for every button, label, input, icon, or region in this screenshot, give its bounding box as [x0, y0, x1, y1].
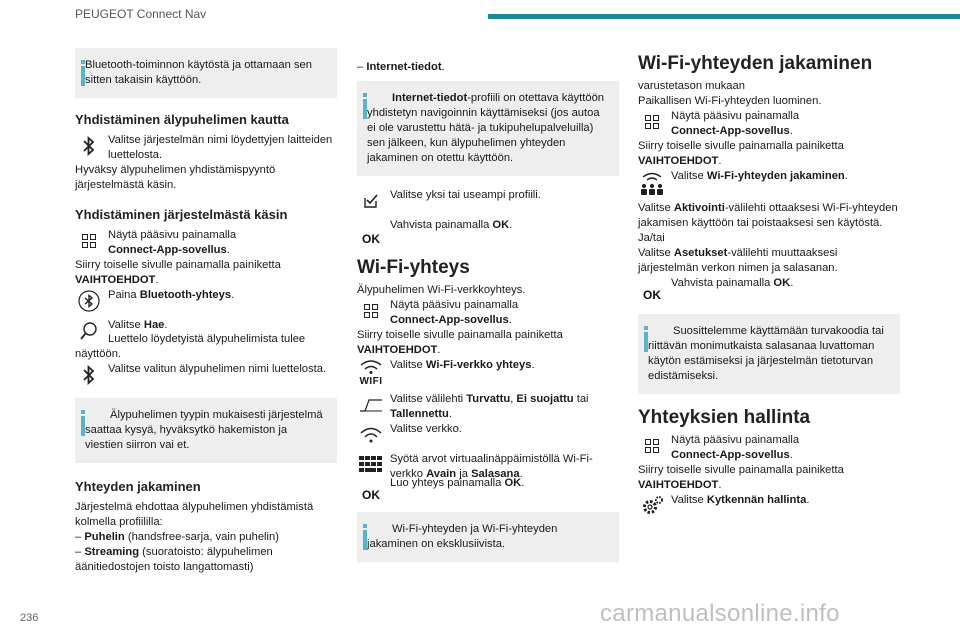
info-note [75, 398, 337, 463]
step-confirm-ok: OK Vahvista painamalla OK. [357, 218, 619, 248]
note-text: Älypuhelimen tyypin mukaisesti järjestelmä saattaa kysyä, hyväksytkö hakemiston ja viestien siirron vai et. [85, 409, 323, 451]
wifi-intro-text: Älypuhelimen Wi-Fi-verkkoyhteys. [357, 284, 526, 296]
ok-icon: OK [362, 231, 380, 246]
step-show-main-page: Näytä pääsivu painamalla Connect-App-sovellus. [638, 109, 900, 139]
apps-grid-icon [357, 299, 385, 323]
create-local-text: Paikallisen Wi-Fi-yhteyden luominen. [638, 95, 822, 107]
search-list-text: Luettelo löydetyistä älypuhelimista tulee näyttöön. [75, 333, 306, 360]
step-show-main-page: Näytä pääsivu painamalla Connect-App-sovellus. [75, 228, 337, 258]
step-select-tab: Valitse välilehti Turvattu, Ei suojattu tai Tallennettu. [357, 392, 619, 422]
checkbox-icon [357, 189, 385, 213]
page-number: 236 [20, 612, 39, 624]
apps-grid-icon [638, 434, 666, 458]
apps-grid-icon [638, 110, 666, 134]
info-icon [363, 93, 367, 119]
step-connection-management: Valitse Kytkennän hallinta. [638, 493, 900, 523]
step-wifi-network: WIFI Valitse Wi-Fi-verkko yhteys. [357, 358, 619, 392]
info-icon [363, 524, 367, 550]
profile-internet: – Internet-tiedot. [357, 61, 445, 73]
bluetooth-icon [75, 363, 103, 387]
bluetooth-circle-icon [75, 289, 103, 313]
info-note [357, 81, 619, 176]
info-note [357, 512, 619, 562]
accept-request-text: Hyväksy älypuhelimen yhdistämispyyntö järjestelmästä käsin. [75, 164, 276, 191]
next-page-text: Siirry toiselle sivulle painamalla painiketta VAIHTOEHDOT. [75, 259, 281, 286]
step-bluetooth-connection: Paina Bluetooth-yhteys. [75, 288, 337, 318]
and-or-text: Ja/tai [638, 232, 665, 244]
ok-icon: OK [362, 487, 380, 502]
info-icon [81, 60, 85, 86]
info-note [638, 314, 900, 394]
heading-smartphone-pairing: Yhdistäminen älypuhelimen kautta [75, 112, 289, 127]
activation-text: Valitse Aktivointi-välilehti ottaaksesi Wi-Fi-yhteyden jakamisen käyttöön tai poistaaksesi sen käytöstä. [638, 202, 898, 229]
header-accent-bar [488, 14, 960, 19]
step-enter-keys: Syötä arvot virtuaalinäppäimistöllä Wi-Fi-verkko Avain ja Salasana. [357, 452, 619, 482]
step-select-network: Valitse verkko. [357, 422, 619, 452]
note-text: Bluetooth-toiminnon käytöstä ja ottamaan sen sitten takaisin käyttöön. [85, 59, 312, 86]
step-show-main-page: Näytä pääsivu painamalla Connect-App-sovellus. [357, 298, 619, 328]
bluetooth-icon [75, 134, 103, 158]
next-page-text: Siirry toiselle sivulle painamalla painiketta VAIHTOEHDOT. [357, 329, 563, 356]
column-3 [638, 48, 900, 523]
column-1 [75, 48, 337, 575]
settings-text: Valitse Asetukset-välilehti muuttaaksesi järjestelmän verkon nimen ja salasanan. [638, 247, 838, 274]
gears-icon [638, 494, 666, 518]
step-search: Valitse Hae. [75, 318, 337, 346]
ok-icon: OK [643, 287, 661, 302]
heading-system-pairing: Yhdistäminen järjestelmästä käsin [75, 207, 288, 222]
wifi-icon [357, 423, 385, 447]
step-connect-ok: OK Luo yhteys painamalla OK. [357, 476, 619, 506]
next-page-text: Siirry toiselle sivulle painamalla painiketta VAIHTOEHDOT. [638, 140, 844, 167]
step-select-profiles: Valitse yksi tai useampi profiili. [357, 188, 619, 218]
note-text: Internet-tiedot-profiili on otettava käyttöön yhdistetyn navigoinnin käyttämiseksi (jos autoa ei ole varustettu hätä- ja tukipuhelupalveluilla) sen jälkeen, kun älypuhelimen yhteyden jakaminen on otettu käyttöön. [367, 92, 605, 164]
info-note [75, 48, 337, 98]
wifi-icon: WIFI [357, 359, 385, 389]
wifi-sharing-icon [638, 170, 666, 198]
heading-wifi: Wi-Fi-yhteys [357, 257, 470, 278]
apps-grid-icon [75, 229, 103, 253]
profile-phone: – Puhelin (handsfree-sarja, vain puhelin) [75, 531, 279, 543]
info-icon [644, 326, 648, 352]
running-header: PEUGEOT Connect Nav [75, 7, 207, 21]
profile-streaming: – Streaming (suoratoisto: älypuhelimen äänitiedostojen toisto langattomasti) [75, 546, 273, 573]
step-confirm-ok: OK Vahvista painamalla OK. [638, 276, 900, 306]
note-text: Wi-Fi-yhteyden ja Wi-Fi-yhteyden jakaminen on eksklusiivista. [367, 523, 558, 550]
keyboard-icon [357, 453, 385, 477]
info-icon [81, 410, 85, 436]
heading-wifi-sharing: Wi-Fi-yhteyden jakaminen [638, 53, 873, 74]
step-wifi-sharing: Valitse Wi-Fi-yhteyden jakaminen. [638, 169, 900, 199]
note-text: Suosittelemme käyttämään turvakoodia tai riittävän monimutkaista salasanaa luvattoman käytön estämiseksi ja järjestelmän tietoturvan edistämiseksi. [648, 325, 884, 382]
column-2 [357, 48, 619, 562]
watermark: carmanualsonline.info [600, 600, 840, 627]
tab-icon [357, 393, 385, 417]
heading-connection-sharing: Yhteyden jakaminen [75, 479, 201, 494]
magnifier-icon [75, 319, 103, 343]
step-show-main-page: Näytä pääsivu painamalla Connect-App-sovellus. [638, 433, 900, 463]
equipment-note: varustetason mukaan [638, 80, 745, 92]
step-select-phone: Valitse valitun älypuhelimen nimi luettelosta. [75, 362, 337, 392]
step-select-system-name: Valitse järjestelmän nimi löydettyjen laitteiden luettelosta. [75, 133, 337, 163]
heading-connection-management: Yhteyksien hallinta [638, 407, 811, 428]
next-page-text: Siirry toiselle sivulle painamalla painiketta VAIHTOEHDOT. [638, 464, 844, 491]
sharing-intro-text: Järjestelmä ehdottaa älypuhelimen yhdistämistä kolmella profiililla: [75, 501, 314, 528]
